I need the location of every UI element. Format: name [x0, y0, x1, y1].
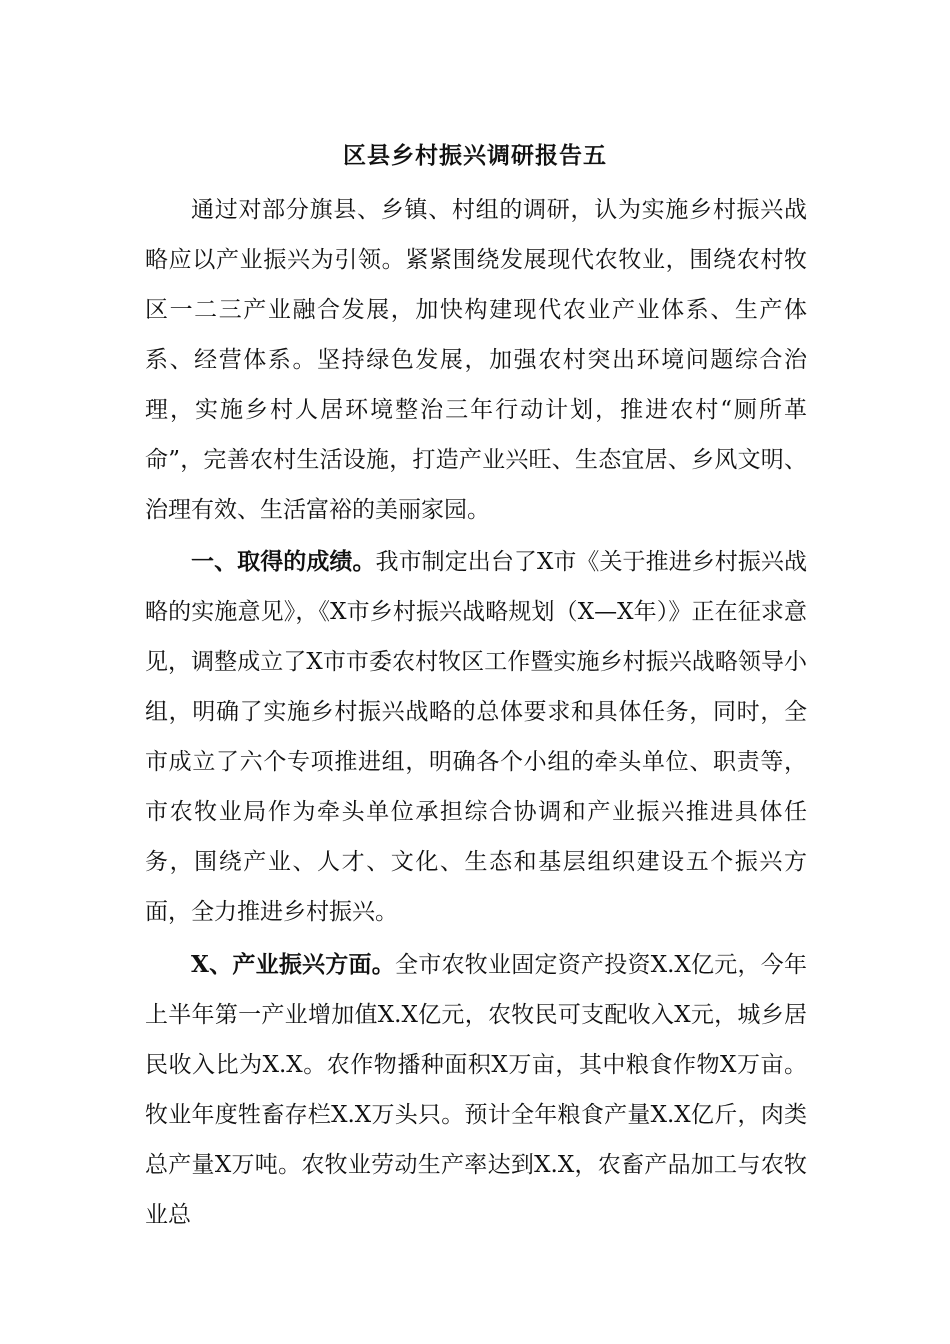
paragraph-text: 我市制定出台了X市《关于推进乡村振兴战略的实施意见》，《X市乡村振兴战略规划（X—X年）》正在征求意见，调整成立了X市市委农村牧区工作暨实施乡村振兴战略领导小组，明确了实施乡村振兴战略的总体要求和具体任务，同时，全市成立了六个专项推进组，明确各个小组的牵头单位、职责等，市农牧业局作为牵头单位承担综合协调和产业振兴推进具体任务，围绕产业、人才、文化、生态和基层组织建设五个振兴方面，全力推进乡村振兴。	[145, 549, 807, 925]
paragraph-achievements	[145, 537, 807, 937]
paragraph-intro	[145, 185, 807, 535]
paragraph-industry	[145, 940, 807, 1240]
paragraph-text: 通过对部分旗县、乡镇、村组的调研，认为实施乡村振兴战略应以产业振兴为引领。紧紧围绕发展现代农牧业，围绕农村牧区一二三产业融合发展，加快构建现代农业产业体系、生产体系、经营体系。坚持绿色发展，加强农村突出环境问题综合治理，实施乡村人居环境整治三年行动计划，推进农村“厕所革命”，完善农村生活设施，打造产业兴旺、生态宜居、乡风文明、治理有效、生活富裕的美丽家园。	[145, 197, 807, 523]
document-title: 区县乡村振兴调研报告五	[343, 142, 607, 169]
paragraph-lead: X、产业振兴方面。	[191, 951, 396, 978]
paragraph-text: 全市农牧业固定资产投资X.X亿元，今年上半年第一产业增加值X.X亿元，农牧民可支配收入X元，城乡居民收入比为X.X。农作物播种面积X万亩，其中粮食作物X万亩。牧业年度牲畜存栏X.X万头只。预计全年粮食产量X.X亿斤，肉类总产量X万吨。农牧业劳动生产率达到X.X，农畜产品加工与农牧业总	[145, 952, 807, 1228]
paragraph-lead: 一、取得的成绩。	[191, 548, 376, 575]
